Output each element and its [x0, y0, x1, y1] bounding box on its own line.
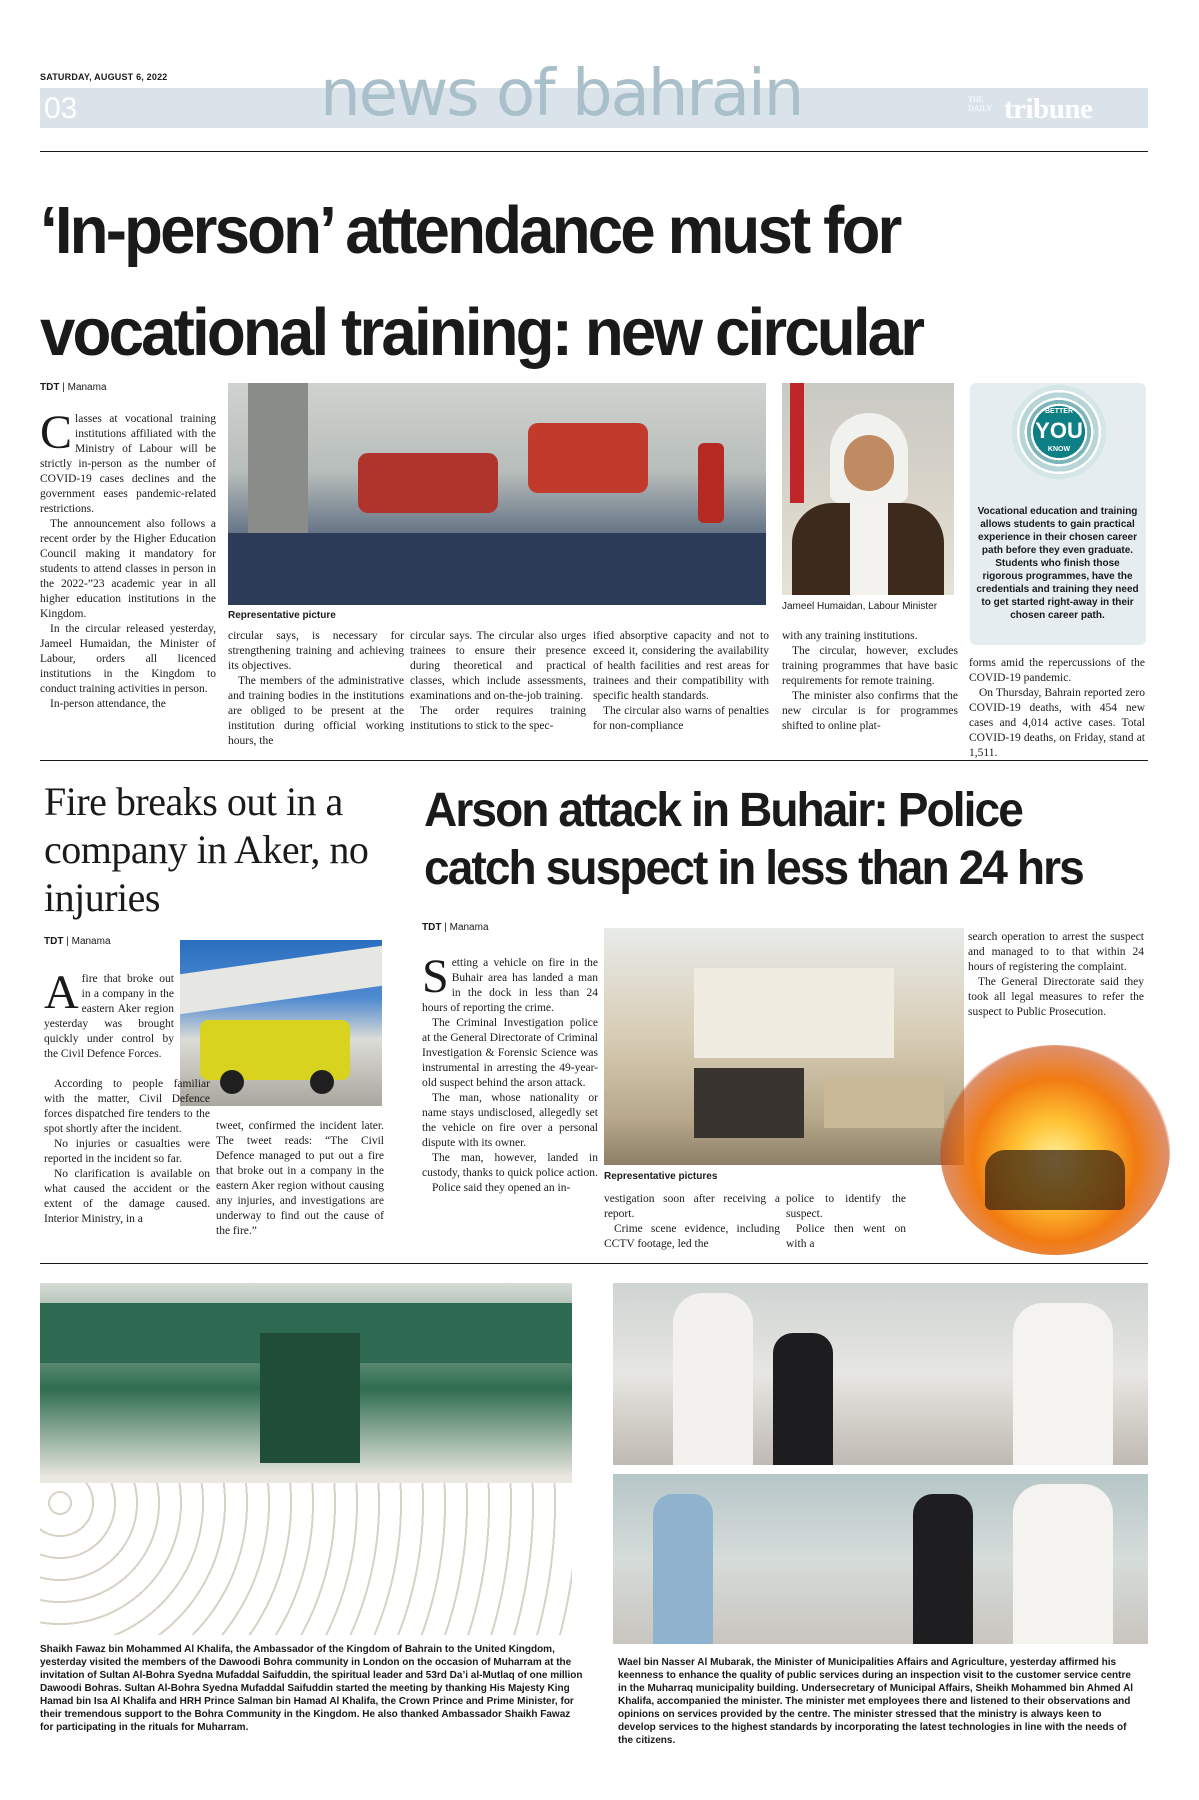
- arson-paragraph: The Criminal Investigation police at the General Directorate of Criminal Investigation & Forensic Science was instrumental in arresting the 49-year-old suspect behind the arson attack.: [422, 1017, 598, 1089]
- arson-paragraph: Police then went on with a: [786, 1223, 906, 1250]
- fire-column-2: [216, 1119, 384, 1239]
- lead-headline-line2: vocational training: new circular: [40, 295, 923, 370]
- lead-column-1: [40, 406, 216, 712]
- byline-place: | Manama: [59, 382, 107, 393]
- arson-paragraph: police to identify the suspect.: [786, 1193, 906, 1220]
- lead-paragraph: forms amid the repercussions of the COVID-19 pandemic.: [969, 657, 1145, 684]
- fire-paragraph: No clarification is available on what caused the accident or the extent of the damage caused. Interior Ministry, in a: [44, 1168, 210, 1225]
- municipality-meeting-photo-2: [613, 1474, 1148, 1644]
- arson-column-right: [968, 930, 1144, 1020]
- arson-paragraph: The man, whose nationality or name stays undisclosed, allegedly set the vehicle on fire over a personal dispute with its owner.: [422, 1092, 598, 1149]
- arson-column-2: [604, 1192, 780, 1252]
- municipality-meeting-photo-1: [613, 1283, 1148, 1465]
- photo-detail: [228, 533, 766, 605]
- arson-paragraph: vestigation soon after receiving a report.: [604, 1193, 780, 1220]
- lead-column-2: [228, 629, 404, 749]
- arson-paragraph: The General Directorate said they took all legal measures to refer the suspect to Public Prosecution.: [968, 976, 1144, 1018]
- photo-detail: [260, 1333, 360, 1463]
- fire-paragraph: According to people familiar with the matter, Civil Defence forces dispatched fire tenders to the spot shortly after the incident.: [44, 1078, 210, 1135]
- dropcap: A: [44, 966, 79, 1019]
- badge-main: YOU: [1035, 418, 1083, 443]
- lead-column-3: [410, 629, 586, 734]
- logo-prefix-text: THE DAILY: [968, 95, 993, 113]
- fire-paragraph: fire that broke out in a company in the eastern Aker region yesterday was brought quickly under control by the Civil Defence Forces.: [44, 973, 174, 1060]
- fire-column-1b: [44, 1077, 210, 1227]
- lead-paragraph: with any training institutions.: [782, 630, 918, 642]
- burning-car-photo: [940, 1045, 1170, 1255]
- badge-bottom: KNOW: [1047, 446, 1071, 453]
- municipality-caption: Wael bin Nasser Al Mubarak, the Minister of Municipalities Affairs and Agriculture, yesterday affirmed his keenness to enhance the quality of public services during an inspection visit to the customer service centre in the Muharraq municipality building. Undersecretary of Municipal Affairs, Sheikh Mohammed bin Ahmed Al Khalifa, accompanied the minister. The minister met employees there and listened to their observations and opinions on services provided by the centre. The minister stressed that the ministry is always keen to develop services to the highest standards by incorporating the latest technologies in line with the needs of the citizens.: [618, 1657, 1134, 1746]
- lead-paragraph: In the circular released yesterday, Jameel Humaidan, the Minister of Labour, orders all licenced institutions in the Kingdom to conduct training activities in person.: [40, 623, 216, 695]
- photo-detail: [673, 1293, 753, 1465]
- fire-byline: [44, 936, 111, 947]
- arson-paragraph: etting a vehicle on fire in the Buhair area has landed a man in the dock in less than 24 hours of reporting the crime.: [422, 957, 598, 1014]
- photo-detail: [824, 1078, 944, 1128]
- lead-headline: [40, 180, 1095, 384]
- photo-detail: [773, 1333, 833, 1465]
- lead-paragraph: The circular also warns of penalties for non-compliance: [593, 705, 769, 732]
- lead-paragraph: ified absorptive capacity and not to exceed it, considering the availability of health facilities and rest areas for trainees and their compatibility with specific health standards.: [593, 630, 769, 702]
- photo-detail: [985, 1150, 1125, 1210]
- arson-caption: Representative pictures: [604, 1171, 718, 1182]
- fire-headline: Fire breaks out in a company in Aker, no injuries: [44, 779, 369, 920]
- lead-headline-line1: ‘In-person’ attendance must for: [40, 193, 900, 268]
- fire-paragraph: No injuries or casualties were reported in the incident so far.: [44, 1138, 210, 1165]
- fire-truck-photo: [180, 940, 382, 1106]
- photo-detail: [528, 423, 648, 493]
- lead-paragraph: The minister also confirms that the new circular is for programmes shifted to online plat-: [782, 690, 958, 732]
- photo-detail: [40, 1483, 572, 1635]
- bohra-gathering-photo: [40, 1283, 572, 1635]
- factbox-text: Vocational education and training allows students to gain practical experience in their chosen career path before they even graduate. Students who finish those rigorous programmes, have the credentials and training they need to get started right-away in their chosen career path.: [976, 506, 1139, 621]
- arson-paragraph: search operation to arrest the suspect and managed to to that within 24 hours of registering the complaint.: [968, 931, 1144, 973]
- byline-source: TDT: [44, 936, 64, 947]
- section-title: news of bahrain: [320, 57, 803, 131]
- better-you-know-badge: [1005, 378, 1113, 486]
- page-number: 03: [44, 92, 78, 125]
- lead-paragraph: The order requires training institutions to stick to the spec-: [410, 705, 586, 732]
- byline-place: | Manama: [63, 936, 111, 947]
- section-rule: [40, 1263, 1148, 1264]
- lead-paragraph: The announcement also follows a recent order by the Higher Education Council making it mandatory for students to attend classes in person in the 2022-”23 academic year in all higher education institutions in the Kingdom.: [40, 518, 216, 620]
- bohra-caption: Shaikh Fawaz bin Mohammed Al Khalifa, the Ambassador of the Kingdom of Bahrain to the United Kingdom, yesterday visited the members of the Dawoodi Bohra community in London on the occasion of Muharram at the invitation of Sultan Al-Bohra Syedna Mufaddal Saifuddin, the spiritual leader and 53rd Da’i al-Mutlaq of one million Dawoodi Bohras. Sultan Al-Bohra Syedna Mufaddal Saifuddin started the meeting by thanking His Majesty King Hamad bin Isa Al Khalifa and HRH Prince Salman bin Hamad Al Khalifa, the Crown Prince and Prime Minister, for their tremendous support to the Bohra Community in the Kingdom. He also thanked Ambassador Shaikh Fawaz for participating in the rituals for Muharram.: [40, 1644, 583, 1733]
- issue-date: SATURDAY, AUGUST 6, 2022: [40, 72, 168, 82]
- lead-paragraph: In-person attendance, the: [50, 698, 166, 710]
- arson-paragraph: Crime scene evidence, including CCTV footage, led the: [604, 1223, 780, 1250]
- badge-top: BETTER: [1045, 408, 1073, 415]
- byline-place: | Manama: [441, 922, 489, 933]
- fire-column-1a: [44, 966, 174, 1062]
- workshop-caption: Representative picture: [228, 610, 336, 621]
- photo-detail: [180, 946, 382, 1014]
- dropcap: C: [40, 406, 73, 459]
- photo-detail: [358, 453, 498, 513]
- photo-detail: [694, 968, 894, 1058]
- lead-column-6: [969, 656, 1145, 761]
- photo-detail: [913, 1494, 973, 1644]
- masthead-rule: [40, 151, 1148, 152]
- workshop-photo: [228, 383, 766, 605]
- arson-column-1: [422, 950, 598, 1196]
- minister-caption: Jameel Humaidan, Labour Minister: [782, 601, 938, 612]
- dropcap: S: [422, 950, 449, 1003]
- arson-headline-line1: Arson attack in Buhair: Police: [424, 784, 1022, 837]
- arson-headline-line2: catch suspect in less than 24 hrs: [424, 842, 1083, 895]
- lead-paragraph: On Thursday, Bahrain reported zero COVID-19 deaths, with 454 new cases and 4,014 active cases. Total COVID-19 deaths, on Friday, stand at 1,511.: [969, 687, 1145, 759]
- byline-source: TDT: [422, 922, 442, 933]
- photo-detail: [698, 443, 724, 523]
- arson-headline: [424, 782, 1125, 898]
- arson-paragraph: The man, however, landed in custody, thanks to quick police action.: [422, 1152, 598, 1179]
- logo-prefix: [968, 95, 998, 113]
- byline-source: TDT: [40, 382, 60, 393]
- lead-paragraph: lasses at vocational training institutions affiliated with the Ministry of Labour will be strictly in-person as the number of COVID-19 cases declines and the government eases pandemic-related restrictions.: [40, 413, 216, 515]
- police-building-photo: [604, 928, 964, 1165]
- photo-detail: [653, 1494, 713, 1644]
- photo-detail: [220, 1070, 244, 1094]
- photo-detail: [1013, 1484, 1113, 1644]
- flag-detail: [790, 383, 804, 503]
- lead-column-4: [593, 629, 769, 734]
- lead-paragraph: circular says. The circular also urges trainees to ensure their presence during theoretical and practical classes, which include assessments, examinations and on-the-job training.: [410, 630, 586, 702]
- lead-paragraph: circular says, is necessary for strengthening training and achieving its objectives.: [228, 630, 404, 672]
- lead-paragraph: The members of the administrative and training bodies in the institutions are obliged to be present at the institution during official working hours, the: [228, 675, 404, 747]
- section-rule: [40, 760, 1148, 761]
- arson-column-3: [786, 1192, 906, 1252]
- arson-paragraph: Police said they opened an in-: [432, 1182, 571, 1194]
- lead-paragraph: The circular, however, excludes training programmes that have basic requirements for remote training.: [782, 645, 958, 687]
- minister-photo: [782, 383, 954, 595]
- photo-detail: [1013, 1303, 1113, 1465]
- fire-paragraph: tweet, confirmed the incident later. The tweet reads: “The Civil Defence managed to put out a fire that broke out in a company in the eastern Aker region without causing any injuries, and investigations are underway to find out the cause of the fire.”: [216, 1120, 384, 1237]
- photo-detail: [844, 435, 894, 491]
- photo-detail: [850, 501, 888, 595]
- arson-byline: [422, 922, 489, 933]
- lead-column-5: [782, 629, 958, 734]
- lead-byline: [40, 382, 107, 393]
- photo-detail: [310, 1070, 334, 1094]
- newspaper-logo: tribune: [1004, 93, 1093, 125]
- photo-detail: [694, 1068, 804, 1138]
